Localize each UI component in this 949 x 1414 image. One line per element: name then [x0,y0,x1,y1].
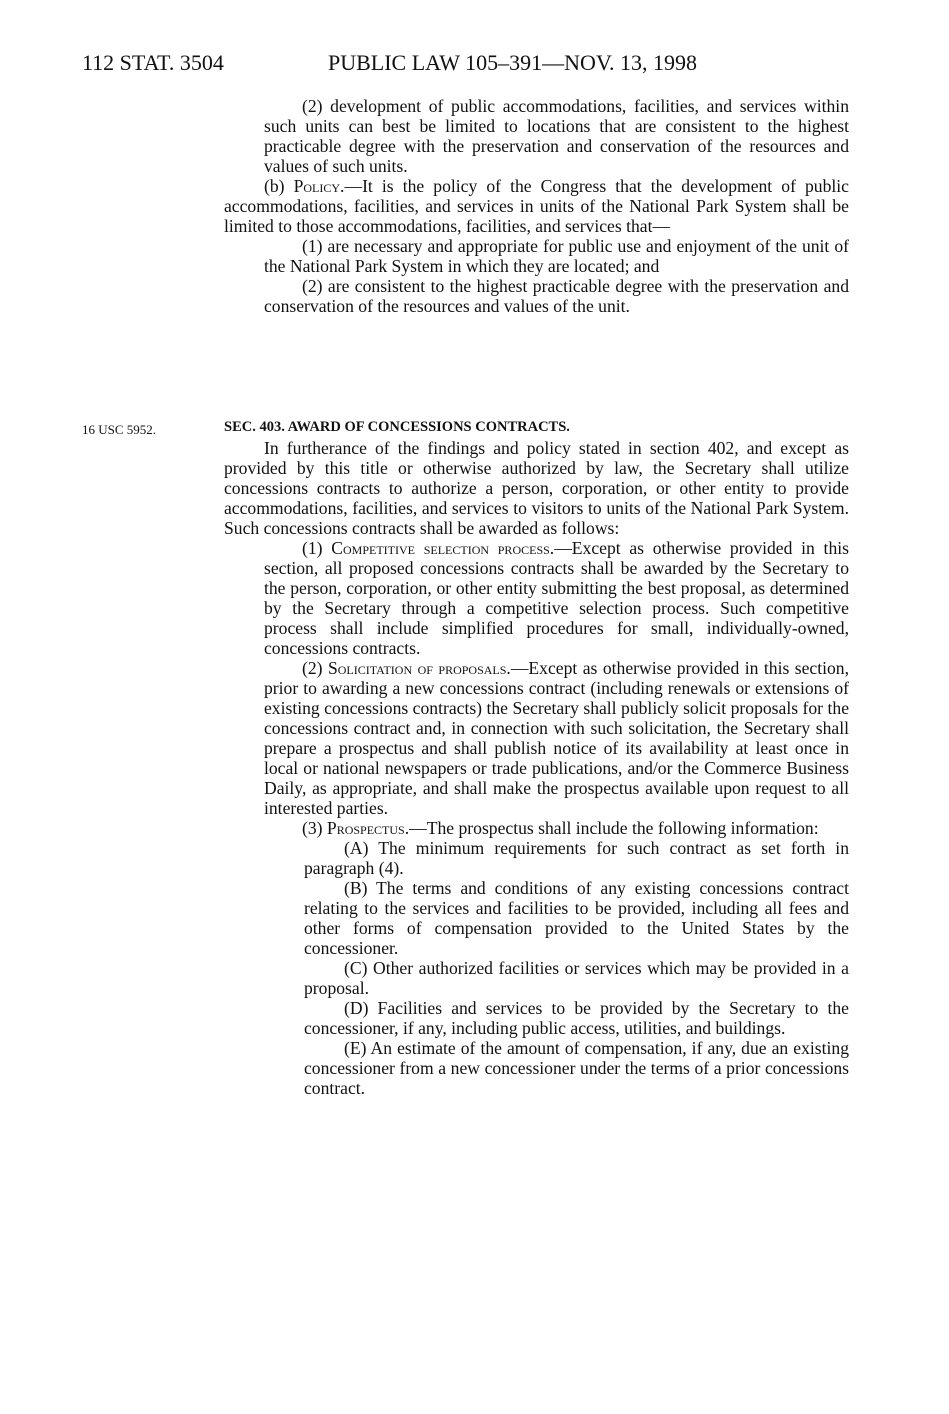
paragraph-2-heading: Solicitation of proposals. [327,658,511,678]
paragraph-b [224,176,849,236]
page-header [82,50,862,80]
item-c: (C) Other authorized facilities or services which may be provided in a proposal. [304,958,849,998]
paragraph-b1: (1) are necessary and appropriate for public use and enjoyment of the unit of the National Park System in which they are located; and [264,236,849,276]
paragraph-1-text: —Except as otherwise provided in this section, all proposed concessions contracts shall be awarded by the Secretary to the person, corporation, or other entity submitting the best proposal, as determined by the Secretary through a competitive selection process. Such competitive process shall include simplified procedures for small, individually-owned, concessions contracts. [264,538,849,658]
paragraph-1-heading: Competitive selection process. [331,538,555,558]
paragraph-b-text: —It is the policy of the Congress that the development of public accommodations, facilities, and services in units of the National Park System shall be limited to those accommodations, facilities, and services that— [224,176,849,236]
section-intro: In furtherance of the findings and policy stated in section 402, and except as provided by this title or otherwise authorized by law, the Secretary shall utilize concessions contracts to authorize a person, corporation, or other entity to provide accommodations, facilities, and services to visitors to units of the National Park System. Such concessions contracts shall be awarded as follows: [224,438,849,538]
paragraph-b-label: (b) [264,176,294,196]
paragraph-3-label: (3) [302,818,327,838]
paragraph-3-heading: Prospectus. [326,818,410,838]
paragraph-b-heading: Policy. [293,176,345,196]
item-a: (A) The minimum requirements for such contract as set forth in paragraph (4). [304,838,849,878]
paragraph-3 [224,818,849,838]
section-heading: SEC. 403. AWARD OF CONCESSIONS CONTRACTS. [224,419,570,435]
item-e: (E) An estimate of the amount of compensation, if any, due an existing concessioner from a new concessioner under the terms of a prior concessions contract. [304,1038,849,1098]
item-b: (B) The terms and conditions of any existing concessions contract relating to the services and facilities to be provided, including all fees and other forms of compensation provided to the United States by the concessioner. [304,878,849,958]
paragraph-2-text: —Except as otherwise provided in this section, prior to awarding a new concessions contract (including renewals or extensions of existing concessions contracts) the Secretary shall publicly solicit proposals for the concessions contract and, in connection with such solicitation, the Secretary shall prepare a prospectus and shall publish notice of its availability at least once in local or national newspapers or trade publications, and/or the Commerce Business Daily, as appropriate, and shall make the prospectus available upon request to all interested parties. [264,658,849,818]
paragraph-1 [224,538,849,658]
section-body [224,438,849,1098]
paragraph-2-label: (2) [302,658,328,678]
paragraph-b2: (2) are consistent to the highest practicable degree with the preservation and conservation of the resources and values of the unit. [264,276,849,316]
public-law-ref: PUBLIC LAW 105–391—NOV. 13, 1998 [328,50,697,75]
paragraph-3-text: —The prospectus shall include the following information: [409,818,819,838]
paragraph-a2: (2) development of public accommodations, facilities, and services within such units can best be limited to locations that are consistent to the highest practicable degree with the preservation and conservation of the resources and values of such units. [264,96,849,176]
item-d: (D) Facilities and services to be provided by the Secretary to the concessioner, if any, including public access, utilities, and buildings. [304,998,849,1038]
statute-page-ref: 112 STAT. 3504 [82,50,224,75]
paragraph-2 [224,658,849,818]
paragraph-1-label: (1) [302,538,332,558]
margin-citation: 16 USC 5952. [82,422,157,437]
top-text-block [224,96,849,316]
